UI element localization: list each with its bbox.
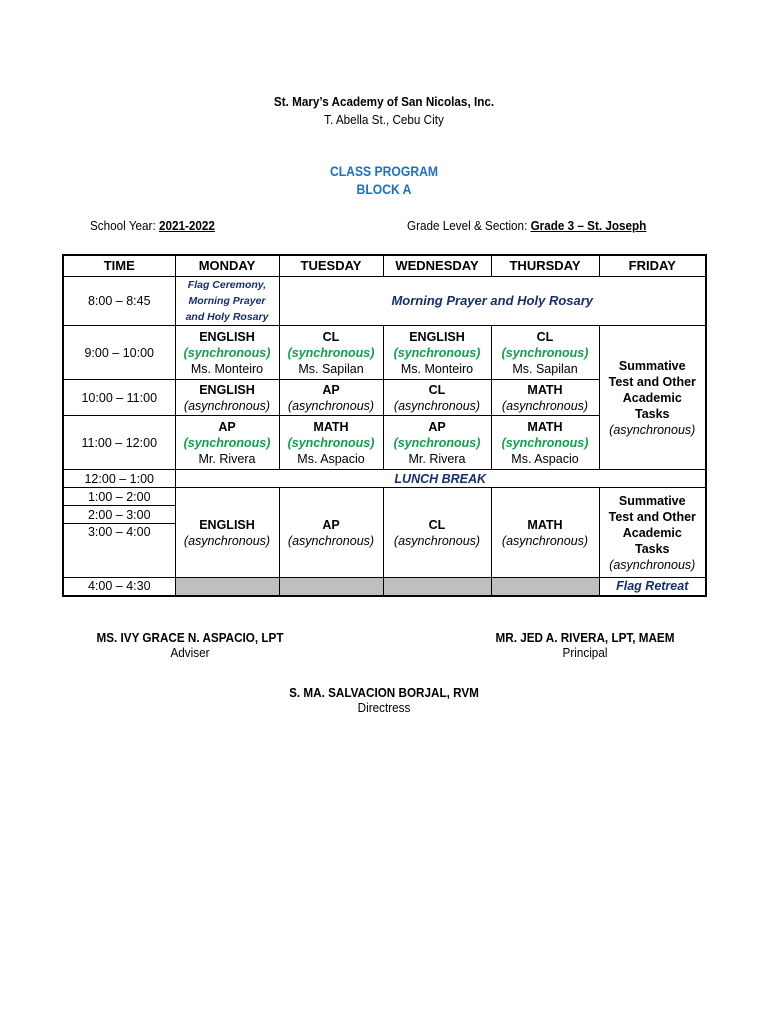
friday-mode: (asynchronous) <box>609 422 696 437</box>
header-tuesday: TUESDAY <box>279 255 383 277</box>
schedule-table <box>62 254 707 597</box>
grade-section-value: Grade 3 – St. Joseph <box>530 218 647 233</box>
principal-signature <box>473 630 698 660</box>
class-cell <box>279 326 383 380</box>
row-8am <box>63 277 706 326</box>
empty-gray-cell <box>279 578 383 596</box>
mode: (synchronous) <box>393 435 481 450</box>
row-1pm <box>63 488 706 506</box>
friday-line: Tasks <box>634 541 670 556</box>
flag-retreat-cell: Flag Retreat <box>599 578 706 596</box>
friday-mode: (asynchronous) <box>609 557 696 572</box>
header-monday: MONDAY <box>175 255 279 277</box>
class-cell <box>383 416 491 470</box>
class-cell <box>491 416 599 470</box>
principal-name: MR. JED A. RIVERA, LPT, MAEM <box>495 630 675 645</box>
adviser-signature <box>82 630 298 660</box>
class-cell <box>279 416 383 470</box>
mode: (synchronous) <box>501 345 589 360</box>
subject: AP <box>218 419 236 434</box>
subject: CL <box>428 382 446 397</box>
header-thursday: THURSDAY <box>491 255 599 277</box>
school-year <box>90 218 215 233</box>
class-cell <box>279 488 383 578</box>
mode: (asynchronous) <box>183 398 271 413</box>
friday-line: Summative <box>618 493 686 508</box>
school-name: St. Mary’s Academy of San Nicolas, Inc. <box>273 94 495 109</box>
class-cell <box>491 380 599 416</box>
teacher: Ms. Sapilan <box>298 361 364 376</box>
subject: ENGLISH <box>199 329 255 344</box>
empty-gray-cell <box>175 578 279 596</box>
mode: (asynchronous) <box>393 533 481 548</box>
row-4pm <box>63 578 706 596</box>
row-9am <box>63 326 706 380</box>
block-title: BLOCK A <box>356 182 412 197</box>
flag-ceremony-line: Flag Ceremony, <box>187 279 267 291</box>
subject: MATH <box>527 517 563 532</box>
mode: (asynchronous) <box>501 533 589 548</box>
grade-section-label: Grade Level & Section: <box>407 218 531 233</box>
teacher: Ms. Monteiro <box>190 361 264 376</box>
class-cell <box>175 326 279 380</box>
friday-summative-am <box>599 326 706 470</box>
subject: MATH <box>527 419 563 434</box>
time-cell: 10:00 – 11:00 <box>63 380 175 416</box>
directress-signature <box>249 685 519 715</box>
subject: MATH <box>313 419 349 434</box>
header-friday: FRIDAY <box>599 255 706 277</box>
subject: ENGLISH <box>199 517 255 532</box>
morning-prayer-cell: Morning Prayer and Holy Rosary <box>279 277 706 326</box>
mode: (synchronous) <box>287 435 375 450</box>
adviser-role: Adviser <box>170 645 210 660</box>
school-year-label: School Year: <box>90 218 159 233</box>
lunch-break-cell: LUNCH BREAK <box>175 470 706 488</box>
mode: (asynchronous) <box>287 398 375 413</box>
class-cell <box>175 380 279 416</box>
mode: (asynchronous) <box>287 533 375 548</box>
subject: AP <box>428 419 446 434</box>
school-address: T. Abella St., Cebu City <box>324 112 444 127</box>
flag-ceremony-line: and Holy Rosary <box>185 311 269 323</box>
class-cell <box>383 326 491 380</box>
header-wednesday: WEDNESDAY <box>383 255 491 277</box>
class-cell <box>279 380 383 416</box>
directress-role: Directress <box>357 700 411 715</box>
time-cell: 8:00 – 8:45 <box>63 277 175 326</box>
empty-gray-cell <box>383 578 491 596</box>
time-cell: 2:00 – 3:00 <box>63 506 175 524</box>
mode: (synchronous) <box>183 435 271 450</box>
time-cell: 9:00 – 10:00 <box>63 326 175 380</box>
mode: (asynchronous) <box>393 398 481 413</box>
class-cell <box>175 416 279 470</box>
header-time: TIME <box>63 255 175 277</box>
mode: (asynchronous) <box>183 533 271 548</box>
subject: AP <box>322 517 340 532</box>
flag-ceremony-cell <box>175 277 279 326</box>
program-title: CLASS PROGRAM <box>329 164 438 179</box>
subject: CL <box>322 329 340 344</box>
time-cell: 11:00 – 12:00 <box>63 416 175 470</box>
header-row <box>63 255 706 277</box>
friday-line: Tasks <box>634 406 670 421</box>
subject: CL <box>536 329 554 344</box>
teacher: Ms. Monteiro <box>400 361 474 376</box>
time-cell: 12:00 – 1:00 <box>63 470 175 488</box>
friday-line: Test and Other <box>608 509 696 524</box>
mode: (asynchronous) <box>501 398 589 413</box>
mode: (synchronous) <box>501 435 589 450</box>
school-year-value: 2021-2022 <box>158 218 215 233</box>
subject: ENGLISH <box>199 382 255 397</box>
flag-ceremony-line: Morning Prayer <box>188 295 266 307</box>
subject: ENGLISH <box>409 329 465 344</box>
teacher: Ms. Sapilan <box>512 361 578 376</box>
subject: MATH <box>527 382 563 397</box>
class-cell <box>383 380 491 416</box>
empty-gray-cell <box>491 578 599 596</box>
directress-name: S. MA. SALVACION BORJAL, RVM <box>289 685 479 700</box>
class-cell <box>175 488 279 578</box>
row-lunch <box>63 470 706 488</box>
teacher: Ms. Aspacio <box>511 451 579 466</box>
subject: AP <box>322 382 340 397</box>
friday-line: Academic <box>622 525 682 540</box>
mode: (synchronous) <box>183 345 271 360</box>
time-cell: 3:00 – 4:00 <box>63 524 175 578</box>
subject: CL <box>428 517 446 532</box>
adviser-name: MS. IVY GRACE N. ASPACIO, LPT <box>96 630 284 645</box>
friday-line: Summative <box>618 358 686 373</box>
time-cell: 4:00 – 4:30 <box>63 578 175 596</box>
grade-section <box>407 218 646 233</box>
teacher: Ms. Aspacio <box>297 451 365 466</box>
friday-line: Academic <box>622 390 682 405</box>
mode: (synchronous) <box>393 345 481 360</box>
class-cell <box>491 326 599 380</box>
teacher: Mr. Rivera <box>408 451 466 466</box>
time-cell: 1:00 – 2:00 <box>63 488 175 506</box>
class-cell <box>383 488 491 578</box>
class-cell <box>491 488 599 578</box>
friday-summative-pm <box>599 488 706 578</box>
mode: (synchronous) <box>287 345 375 360</box>
friday-line: Test and Other <box>608 374 696 389</box>
principal-role: Principal <box>562 645 608 660</box>
teacher: Mr. Rivera <box>198 451 256 466</box>
